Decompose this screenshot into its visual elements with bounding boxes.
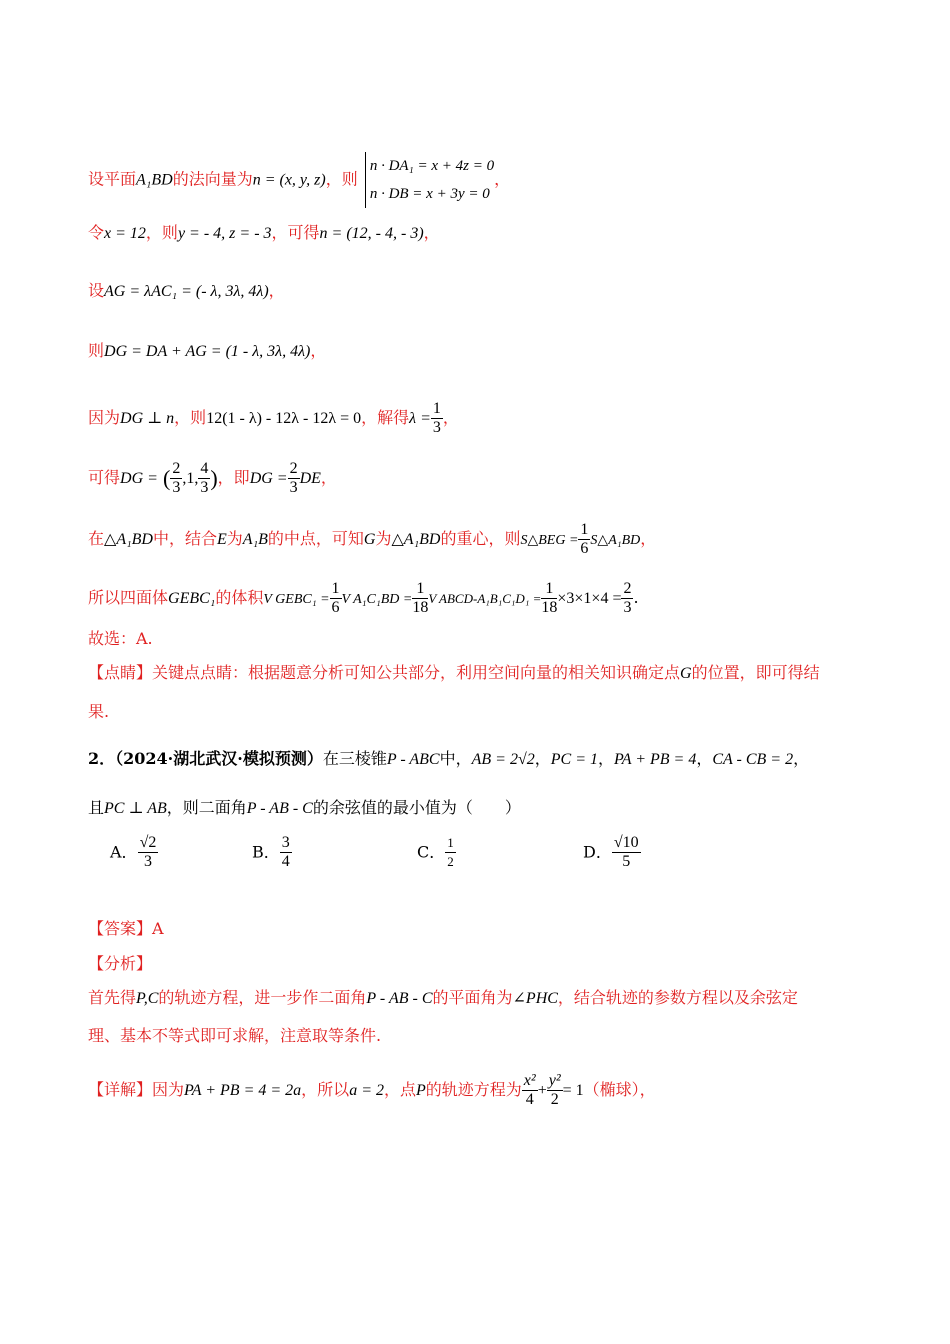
fraction <box>621 580 633 617</box>
denominator: 4 <box>281 853 290 870</box>
fraction <box>612 834 641 871</box>
line-ag <box>88 280 880 303</box>
fraction <box>412 580 428 617</box>
text: 的位置，即可得结 <box>691 663 820 682</box>
option-b[interactable] <box>252 834 292 871</box>
math: + <box>537 1082 547 1099</box>
text: 理、基本不等式即可求解，注意取等条件. <box>88 1026 382 1045</box>
text: 因为 <box>152 1080 185 1099</box>
numerator: y² <box>548 1072 561 1089</box>
numerator: 1 <box>541 580 557 599</box>
text: 故选：A. <box>88 629 153 648</box>
text: ，则 <box>174 408 207 427</box>
fraction <box>541 580 557 617</box>
text: 中，结合 <box>152 529 217 548</box>
math: ×3×1×4 = <box>557 590 622 607</box>
denominator: 18 <box>541 599 558 616</box>
math: x = 12 <box>104 225 146 242</box>
denominator: 3 <box>623 599 632 616</box>
text: 的重心，则 <box>440 529 521 548</box>
text: ， <box>320 468 337 487</box>
math: S△BEG = <box>520 533 579 548</box>
line-volume <box>88 580 880 617</box>
fraction <box>288 460 300 497</box>
text: ，所以 <box>301 1080 350 1099</box>
text: 且 <box>88 798 105 817</box>
analysis-line-1 <box>88 987 880 1010</box>
text: ，解得 <box>361 408 410 427</box>
line-normal-vector <box>88 152 880 208</box>
numerator: 1 <box>331 580 340 597</box>
numerator: 3 <box>281 834 290 851</box>
line-dg-result <box>88 460 880 497</box>
numerator: 1 <box>412 580 428 599</box>
numerator: √10 <box>613 834 639 851</box>
math: △A₁BD <box>391 531 441 548</box>
math: A₁BD <box>136 171 173 189</box>
equation-system <box>365 152 494 208</box>
math: AG = λAC₁ = (- λ, 3λ, 4λ) <box>104 283 269 300</box>
line-key-point-end <box>88 701 880 723</box>
problem-2-stem <box>88 748 880 771</box>
math: CA - CB = 2 <box>712 751 794 768</box>
text: ， <box>793 749 810 768</box>
fraction <box>431 400 443 437</box>
fraction <box>198 460 210 497</box>
math: DG = <box>120 470 158 487</box>
denominator: 6 <box>580 540 589 557</box>
math: PA + PB = 4 = 2a <box>184 1082 302 1099</box>
math: = 1 <box>562 1082 584 1099</box>
detail-line <box>88 1072 880 1109</box>
text: 的轨迹方程，进一步作二面角 <box>158 988 367 1007</box>
analysis-label-line <box>88 953 880 975</box>
text: 设 <box>88 281 105 300</box>
fraction <box>445 834 456 871</box>
text: ，则 <box>325 169 358 189</box>
text: 【点睛】关键点点睛：根据题意分析可知公共部分，利用空间向量的相关知识确定点 <box>88 663 681 682</box>
problem-number: 2． <box>88 749 116 768</box>
math: S△A₁BD <box>590 533 641 548</box>
option-label: C． <box>417 842 446 862</box>
math: λ = <box>409 410 431 427</box>
math: G <box>363 531 376 548</box>
text: ， <box>494 169 511 189</box>
math: DG = <box>249 470 288 487</box>
math: ∠PHC <box>512 990 558 1007</box>
text: 为 <box>226 529 243 548</box>
equation: n · DA₁ = x + 4z = 0 <box>369 158 495 174</box>
text: ， <box>442 408 459 427</box>
math: DG = DA + AG = (1 - λ, 3λ, 4λ) <box>104 343 311 360</box>
text: 的法向量为 <box>172 169 253 189</box>
denominator: 2 <box>550 1091 559 1108</box>
text: 所以四面体 <box>88 588 169 607</box>
detail-label: 【详解】 <box>88 1080 153 1099</box>
math: G <box>680 665 692 682</box>
line-dg <box>88 340 880 363</box>
numerator: 1 <box>445 834 456 853</box>
text: 的轨迹方程为 <box>425 1080 522 1099</box>
text: 则 <box>88 341 105 360</box>
math: P,C <box>136 990 159 1007</box>
math: PA + PB = 4 <box>614 751 697 768</box>
denominator: 18 <box>412 599 429 616</box>
fraction <box>170 460 182 497</box>
math: V GEBC₁ = <box>263 592 330 607</box>
option-c[interactable] <box>417 834 456 871</box>
math: n = (x, y, z) <box>252 171 326 189</box>
paren: ) <box>210 465 218 491</box>
numerator: x² <box>523 1072 536 1089</box>
text: 在三棱锥 <box>322 749 387 768</box>
math: PC = 1 <box>550 751 598 768</box>
numerator: 2 <box>623 580 632 597</box>
denominator: 2 <box>447 854 454 869</box>
line-key-point <box>88 662 880 685</box>
fraction <box>522 1072 538 1109</box>
text: 的平面角为 <box>432 988 513 1007</box>
text: ， <box>268 281 285 300</box>
text: 的余弦值的最小值为（ ） <box>312 798 521 817</box>
option-label: B． <box>252 842 280 862</box>
denominator: 3 <box>143 853 152 870</box>
text: ，则二面角 <box>166 798 247 817</box>
math: P - AB - C <box>246 800 313 817</box>
text: ， <box>696 749 713 768</box>
denominator: 4 <box>525 1091 534 1108</box>
denominator: 3 <box>172 479 181 496</box>
text: 设平面 <box>88 169 137 189</box>
text: 果. <box>88 702 110 721</box>
text: ，结合轨迹的参数方程以及余弦定 <box>557 988 798 1007</box>
text: 的体积 <box>215 588 264 607</box>
math: 12(1 - λ) - 12λ - 12λ = 0 <box>206 410 362 427</box>
numerator: 1 <box>580 521 589 538</box>
numerator: 2 <box>172 460 181 477</box>
denominator: 3 <box>200 479 209 496</box>
equation: n · DB = x + 3y = 0 <box>369 186 490 202</box>
math: DG ⊥ n <box>120 410 175 427</box>
answer-line <box>88 918 880 940</box>
text: ， <box>534 749 551 768</box>
text: ， <box>640 529 657 548</box>
math: PC ⊥ AB <box>104 800 167 817</box>
numerator: 2 <box>289 460 298 477</box>
math: n = (12, - 4, - 3) <box>319 225 424 242</box>
math: ,1, <box>182 470 199 487</box>
math: V ABCD-A₁B₁C₁D₁ = <box>428 591 542 606</box>
math: E <box>217 531 227 548</box>
option-a[interactable] <box>110 834 158 871</box>
numerator: 4 <box>200 460 209 477</box>
fraction <box>138 834 159 871</box>
option-label: A． <box>110 842 138 862</box>
denominator: 3 <box>289 479 298 496</box>
text: 的中点，可知 <box>267 529 364 548</box>
text: ，点 <box>383 1080 416 1099</box>
numerator: √2 <box>139 834 157 851</box>
answer-label: 【答案】A <box>88 919 164 938</box>
denominator: 6 <box>331 599 340 616</box>
problem-2-stem-2 <box>88 797 880 820</box>
text: 令 <box>88 223 105 242</box>
fraction <box>280 834 292 871</box>
text: 为 <box>375 529 392 548</box>
text: ，则 <box>145 223 178 242</box>
text: ， <box>423 223 440 242</box>
math: P - AB - C <box>366 990 433 1007</box>
math: GEBC₁ <box>168 590 216 607</box>
text: （椭球）， <box>583 1080 656 1099</box>
numerator: 1 <box>432 400 441 417</box>
math: y = - 4, z = - 3 <box>177 225 272 242</box>
analysis-line-2 <box>88 1025 880 1047</box>
text: ， <box>310 341 327 360</box>
math: P <box>416 1082 426 1099</box>
text: ，可得 <box>271 223 320 242</box>
line-perpendicular <box>88 400 880 437</box>
denominator: 3 <box>432 419 441 436</box>
line-let-x <box>88 222 880 245</box>
text: 首先得 <box>88 988 137 1007</box>
math: A₁B <box>242 531 268 548</box>
math: a = 2 <box>349 1082 384 1099</box>
line-centroid <box>88 521 880 558</box>
text: 中， <box>439 749 472 768</box>
fraction <box>578 521 590 558</box>
text: 因为 <box>88 408 121 427</box>
text: . <box>633 588 639 607</box>
text: ，即 <box>217 468 250 487</box>
option-d[interactable] <box>583 834 641 871</box>
line-choice <box>88 628 880 650</box>
problem-source: （2024·湖北武汉·模拟预测） <box>115 749 323 768</box>
math: P - ABC <box>386 751 440 768</box>
paren: ( <box>163 465 171 491</box>
math: △A₁BD <box>104 531 153 548</box>
text: 可得 <box>88 468 121 487</box>
text: ， <box>598 749 615 768</box>
analysis-label: 【分析】 <box>88 954 153 973</box>
denominator: 5 <box>622 853 631 870</box>
fraction <box>330 580 342 617</box>
option-label: D． <box>583 842 612 862</box>
text: 在 <box>88 529 105 548</box>
math: DE <box>299 470 321 487</box>
math: AB = 2√2 <box>471 751 535 768</box>
fraction <box>547 1072 563 1109</box>
math: V A₁C₁BD = <box>341 592 413 607</box>
